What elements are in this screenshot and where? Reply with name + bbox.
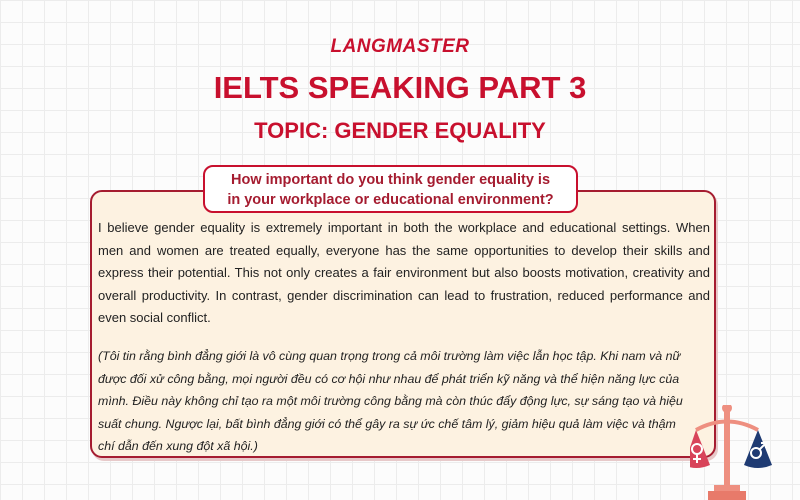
question-line-1: How important do you think gender equality is	[230, 172, 551, 188]
page-title: IELTS SPEAKING PART 3	[213, 70, 587, 105]
topic-heading: TOPIC: GENDER EQUALITY	[254, 118, 546, 143]
gender-scale-icon	[690, 405, 800, 500]
question-box	[203, 165, 578, 213]
translation-text: (Tôi tin rằng bình đẳng giới là vô cùng quan trọng trong cả môi trường làm việc lẫn học tập. Khi nam và nữ được đối xử công bằng, mọi người đều có cơ hội như nhau để phát triển kỹ năng và thể hiện năng lực của mình. Điều này không chỉ tạo ra một môi trường công bằng mà còn thúc đẩy động lực, sự sáng tạo và hiệu suất chung. Ngược lại, bất bình đẳng giới có thể gây ra sự ức chế tâm lý, giảm hiệu quả làm việc và thậm chí dẫn đến xung đột xã hội.)	[98, 349, 683, 454]
brand-logo: LANGMASTER	[330, 36, 470, 57]
question-line-2: in your workplace or educational environment?	[227, 192, 554, 208]
answer-text: I believe gender equality is extremely important in both the workplace and educational settings. When men and women are treated equally, everyone has the same opportunities to develop their skills and express their potential. This not only creates a fair environment but also boosts motivation, creativity and overall productivity. In contrast, gender discrimination can lead to frustration, reduced performance and even social conflict.	[98, 220, 710, 326]
